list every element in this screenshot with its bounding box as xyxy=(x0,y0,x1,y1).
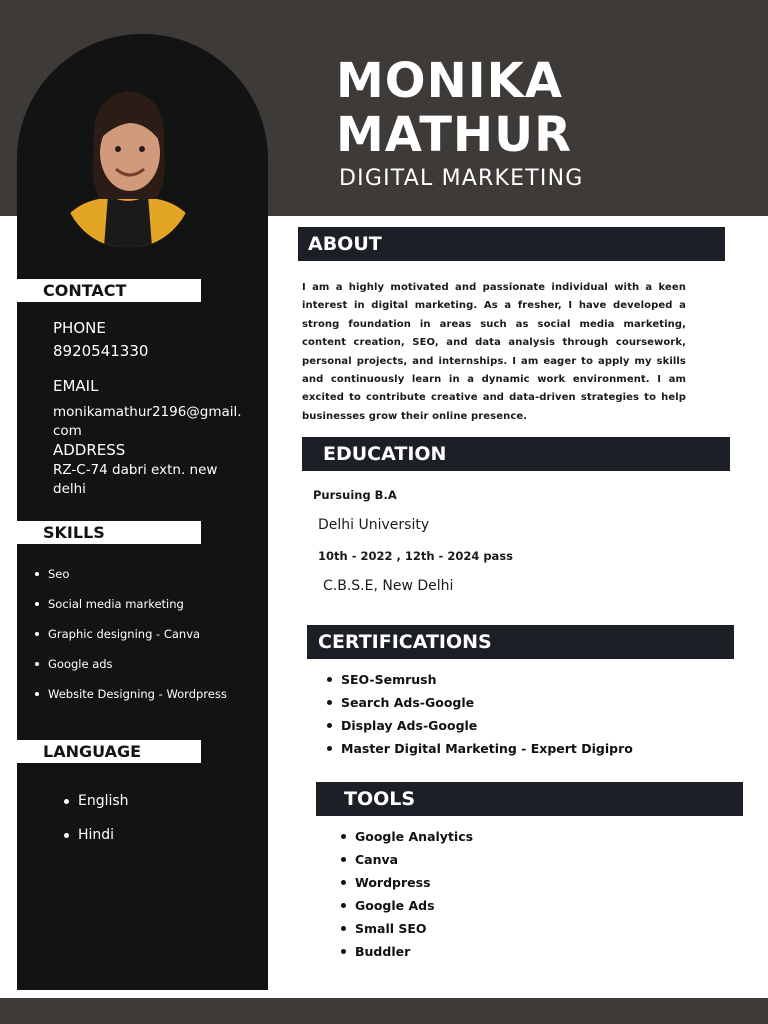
list-item: Google Analytics xyxy=(341,827,473,850)
phone-value: 8920541330 xyxy=(53,342,149,360)
job-title: DIGITAL MARKETING xyxy=(339,166,584,191)
tools-list xyxy=(341,827,473,965)
list-item: Google Ads xyxy=(341,896,473,919)
about-heading: ABOUT xyxy=(298,227,725,261)
list-item: Wordpress xyxy=(341,873,473,896)
certifications-list xyxy=(327,670,633,762)
address-line2: delhi xyxy=(53,481,86,497)
phone-label: PHONE xyxy=(53,319,106,337)
address-line1: RZ-C-74 dabri extn. new xyxy=(53,462,218,478)
list-item: Canva xyxy=(341,850,473,873)
list-item: Graphic designing - Canva xyxy=(30,624,227,654)
email-label: EMAIL xyxy=(53,377,99,395)
list-item: Display Ads-Google xyxy=(327,716,633,739)
language-list xyxy=(62,790,129,858)
list-item: Search Ads-Google xyxy=(327,693,633,716)
footer-band xyxy=(0,998,768,1024)
list-item: Google ads xyxy=(30,654,227,684)
education-university: Delhi University xyxy=(318,517,430,533)
contact-heading: CONTACT xyxy=(17,279,201,302)
skills-list xyxy=(30,564,227,714)
list-item: Seo xyxy=(30,564,227,594)
education-school: 10th - 2022 , 12th - 2024 pass xyxy=(318,549,514,563)
email-value-line2: com xyxy=(53,423,82,439)
list-item: Website Designing - Wordpress xyxy=(30,684,227,714)
first-name: MONIKA xyxy=(336,53,563,109)
list-item: SEO-Semrush xyxy=(327,670,633,693)
education-board: C.B.S.E, New Delhi xyxy=(323,578,454,594)
tools-heading: TOOLS xyxy=(316,782,743,816)
list-item: English xyxy=(62,790,129,824)
language-heading: LANGUAGE xyxy=(17,740,201,763)
email-value-line1: monikamathur2196@gmail. xyxy=(53,404,242,420)
address-label: ADDRESS xyxy=(53,441,126,459)
profile-photo xyxy=(60,83,196,247)
list-item: Social media marketing xyxy=(30,594,227,624)
list-item: Buddler xyxy=(341,942,473,965)
education-heading: EDUCATION xyxy=(302,437,730,471)
certifications-heading: CERTIFICATIONS xyxy=(307,625,734,659)
list-item: Hindi xyxy=(62,824,129,858)
skills-heading: SKILLS xyxy=(17,521,201,544)
last-name: MATHUR xyxy=(336,107,573,163)
about-text: I am a highly motivated and passionate individual with a keen interest in digital marketing. As a fresher, I have developed a strong foundation in areas such as social media marketing, content creation, SEO, and data analysis through coursework, personal projects, and internships. I am eager to apply my skills and continuously learn in a dynamic work environment. I am excited to contribute creative and data-driven strategies to help businesses grow their online presence. xyxy=(302,282,686,422)
list-item: Small SEO xyxy=(341,919,473,942)
list-item: Master Digital Marketing - Expert Digipro xyxy=(327,739,633,762)
education-degree: Pursuing B.A xyxy=(313,488,397,502)
